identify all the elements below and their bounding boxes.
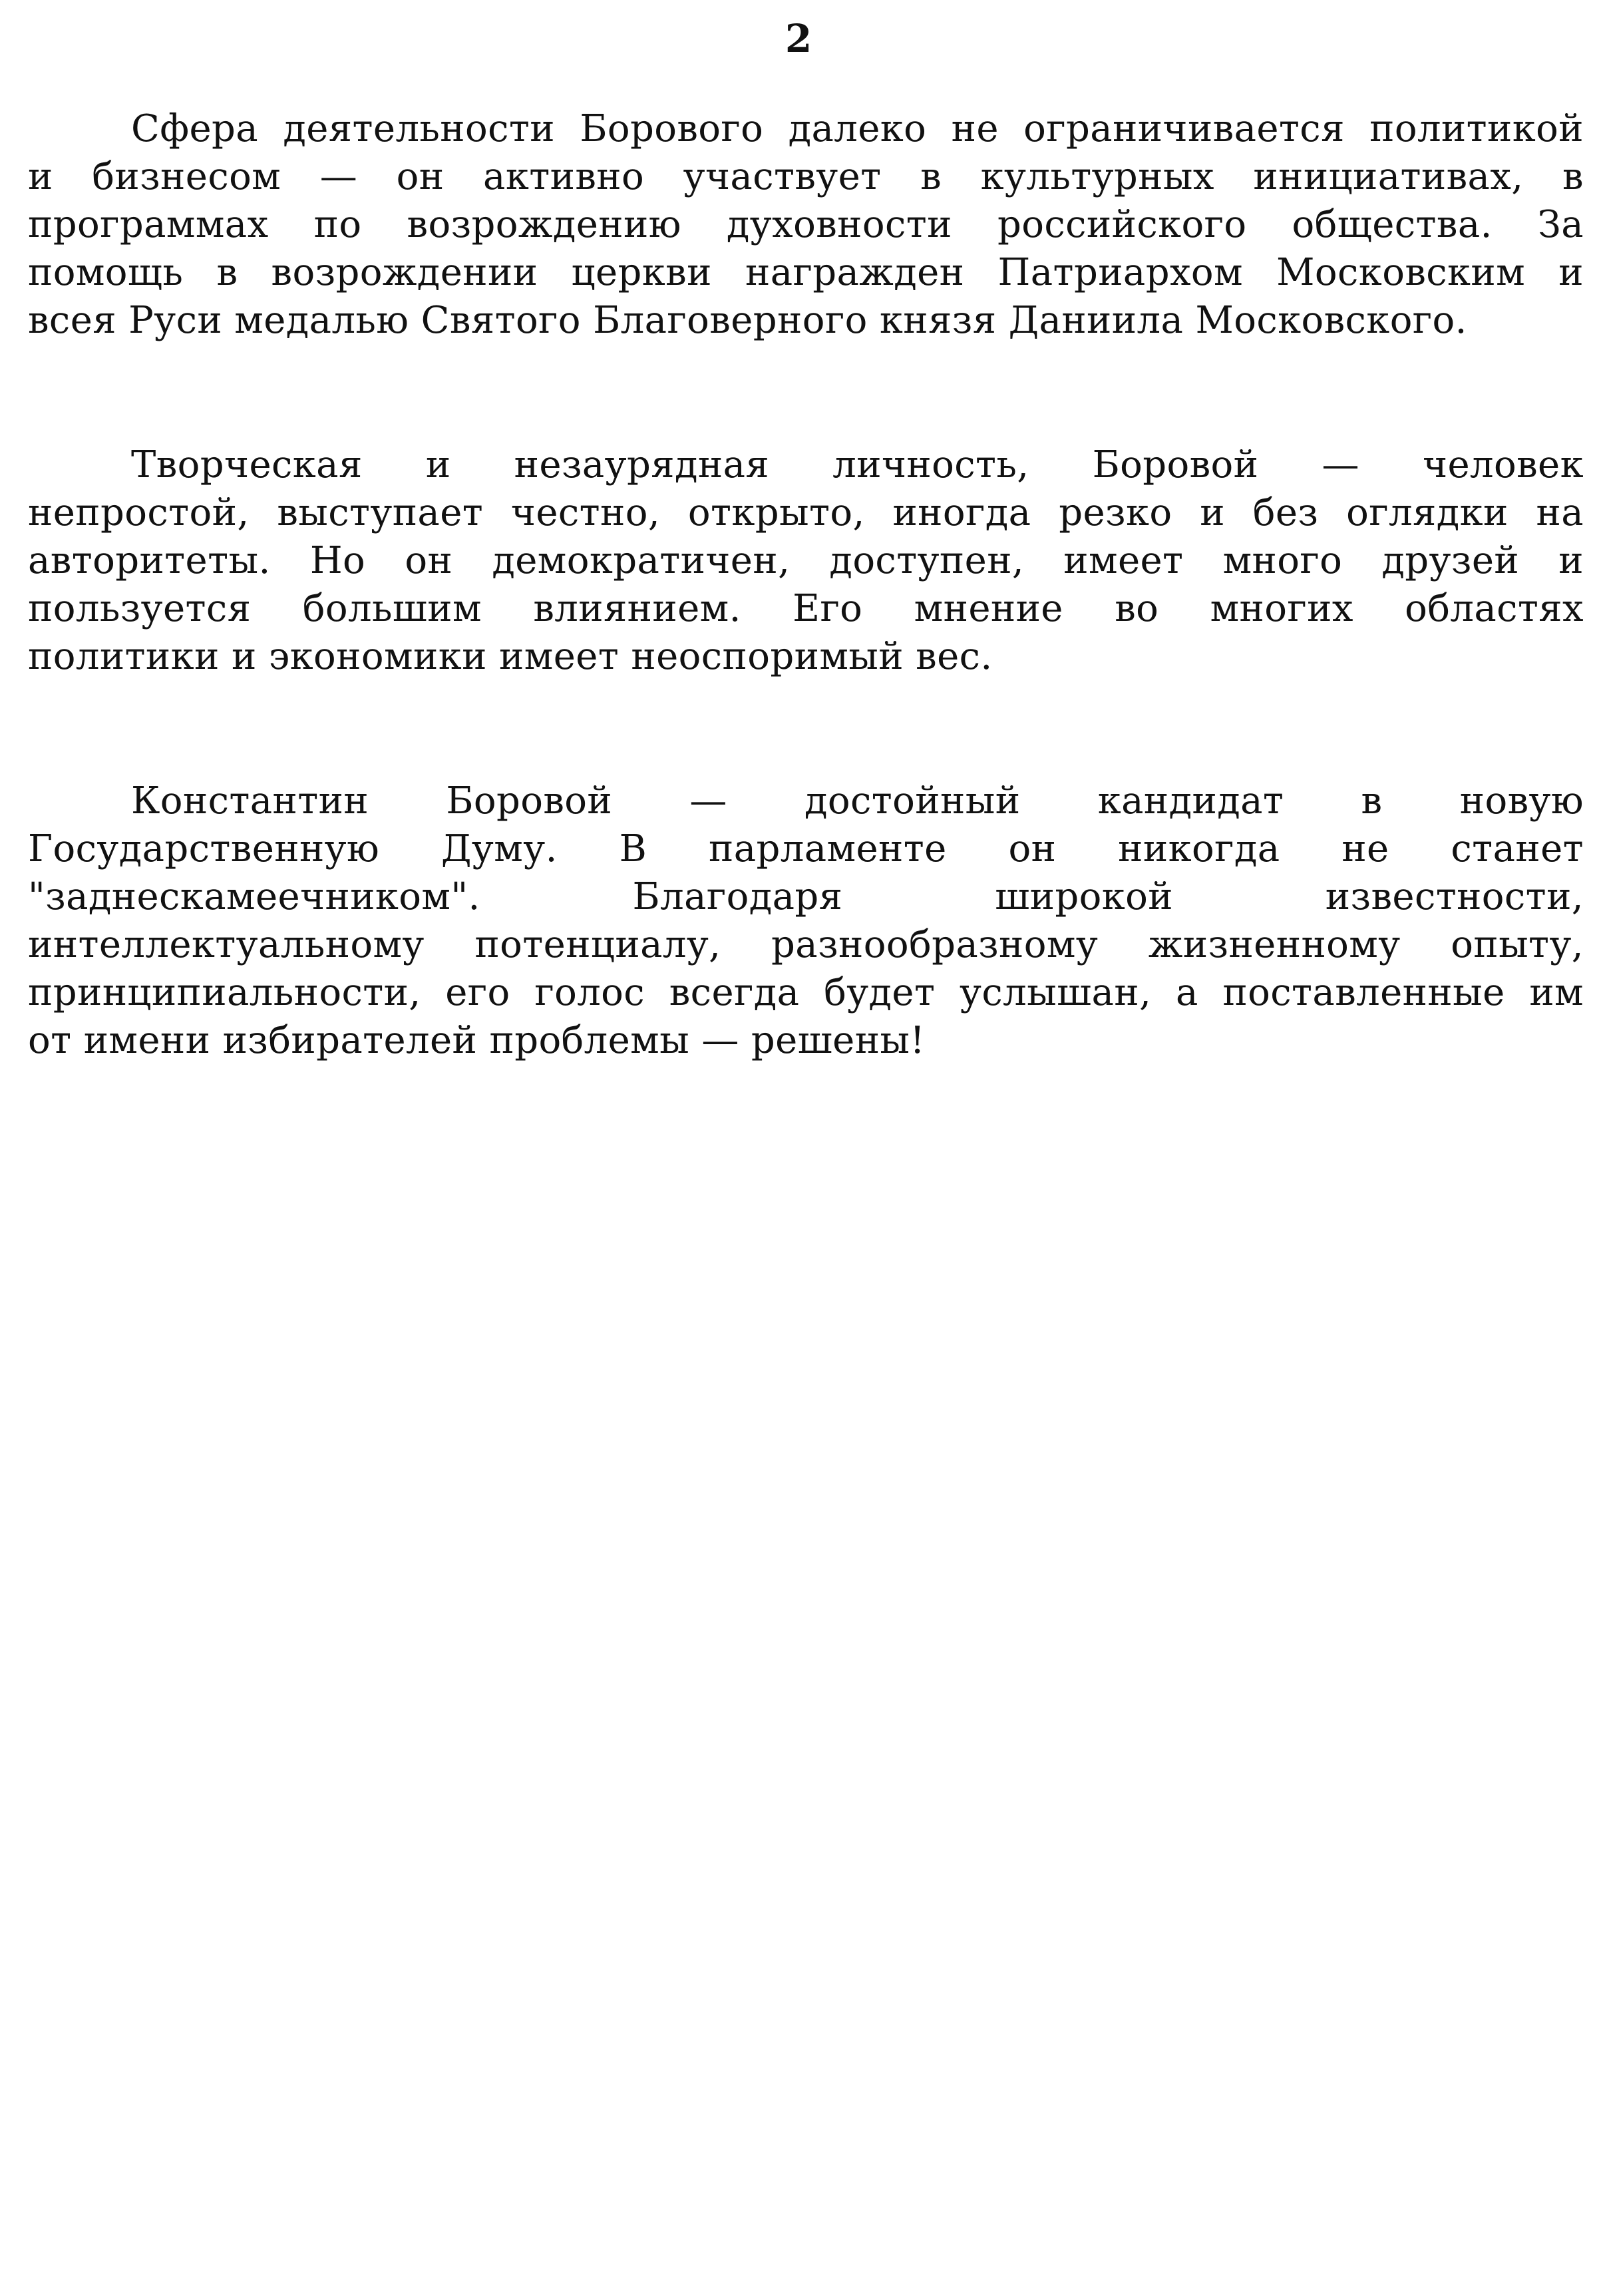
text-line: Творческая и незаурядная личность, Боровой — человек — [131, 443, 1584, 486]
text-line: непростой, выступает честно, открыто, иногда резко и без оглядки на — [28, 491, 1584, 534]
text-line: Константин Боровой — достойный кандидат в новую — [131, 779, 1584, 823]
page-number: 2 — [785, 16, 812, 61]
paragraph-2 — [28, 441, 1584, 681]
text-line: всея Руси медалью Святого Благоверного князя Даниила Московского. — [28, 299, 1467, 342]
paragraph-1 — [28, 105, 1584, 345]
text-line: помощь в возрождении церкви награжден Патриархом Московским и — [28, 251, 1584, 294]
document-body — [28, 105, 1584, 1161]
text-line: интеллектуальному потенциалу, разнообразному жизненному опыту, — [28, 923, 1584, 966]
text-line: авторитеты. Но он демократичен, доступен, имеет много друзей и — [28, 539, 1584, 582]
text-line: программах по возрождению духовности российского общества. За — [28, 203, 1584, 246]
text-line: "заднескамеечником". Благодаря широкой известности, — [28, 875, 1584, 918]
text-line: от имени избирателей проблемы — решены! — [28, 1019, 926, 1062]
text-line: Государственную Думу. В парламенте он никогда не станет — [28, 827, 1584, 870]
paragraph-3 — [28, 777, 1584, 1065]
text-line: принципиальности, его голос всегда будет услышан, а поставленные им — [28, 971, 1584, 1014]
text-line: Сфера деятельности Борового далеко не ограничивается политикой — [131, 107, 1584, 150]
text-line: и бизнесом — он активно участвует в культурных инициативах, в — [28, 155, 1584, 198]
text-line: пользуется большим влиянием. Его мнение во многих областях — [28, 587, 1584, 630]
text-line: политики и экономики имеет неоспоримый вес. — [28, 635, 993, 678]
